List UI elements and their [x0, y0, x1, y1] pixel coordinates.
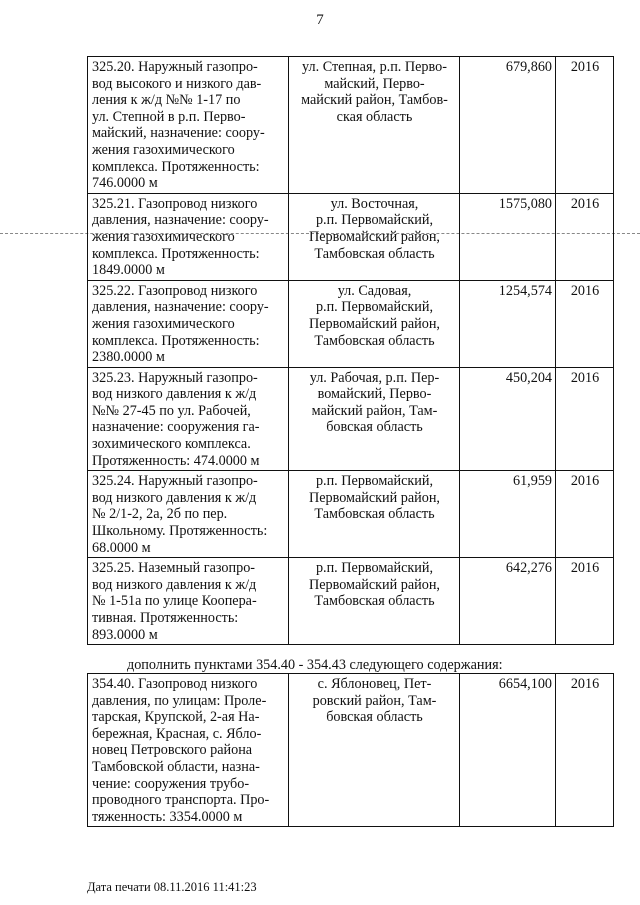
object-year: 2016	[556, 471, 614, 558]
description-line: назначение: сооружения га-	[92, 419, 260, 436]
location-line: Тамбовская область	[314, 593, 435, 610]
object-description	[88, 367, 289, 471]
description-line: 325.20. Наружный газопро-	[92, 59, 258, 75]
location-line: Первомайский район,	[309, 315, 440, 332]
description-line: 68.0000 м	[92, 539, 151, 556]
object-location	[289, 280, 460, 367]
location-line: майский район, Тамбов-	[301, 92, 448, 109]
description-line: ул. Степной в р.п. Перво-	[92, 108, 246, 125]
object-location	[289, 558, 460, 645]
location-line: бовская область	[326, 419, 423, 436]
location-line: р.п. Первомайский,	[315, 299, 434, 316]
location-line: Первомайский район,	[309, 576, 440, 593]
object-value: 642,276	[460, 558, 556, 645]
description-line: проводного транспорта. Про-	[92, 792, 270, 809]
property-table-body	[88, 57, 614, 645]
object-location	[289, 193, 460, 280]
object-description	[88, 280, 289, 367]
location-line: р.п. Первомайский,	[315, 473, 434, 490]
location-line: р.п. Первомайский,	[315, 212, 434, 229]
object-year: 2016	[556, 57, 614, 194]
description-line: майский, назначение: соору-	[92, 125, 265, 142]
object-location	[289, 367, 460, 471]
location-line: бовская область	[326, 709, 423, 726]
table-row	[88, 471, 614, 558]
location-line: майский, Перво-	[324, 75, 425, 92]
description-line: вод низкого давления к ж/д	[92, 489, 257, 506]
description-line: 746.0000 м	[92, 175, 158, 192]
description-line: комплекса. Протяженность:	[92, 158, 260, 175]
description-line: жения газохимического	[92, 228, 235, 245]
object-value: 6654,100	[460, 674, 556, 827]
description-line: 325.23. Наружный газопро-	[92, 369, 258, 386]
location-line: Тамбовская область	[314, 245, 435, 262]
description-line: зохимического комплекса.	[92, 436, 251, 453]
description-line: комплекса. Протяженность:	[92, 332, 260, 349]
page-number: 7	[316, 12, 324, 28]
location-line: Первомайский район,	[309, 489, 440, 506]
description-line: новец Петровского района	[92, 742, 253, 759]
table-row	[88, 674, 614, 827]
object-year: 2016	[556, 367, 614, 471]
location-line: с. Яблоновец, Пет-	[317, 676, 432, 692]
table-row	[88, 193, 614, 280]
description-line: чение: сооружения трубо-	[92, 775, 250, 792]
location-line: майский район, Там-	[311, 402, 438, 419]
description-line: Тамбовской области, назна-	[92, 758, 260, 775]
object-description	[88, 674, 289, 827]
description-line: 2380.0000 м	[92, 349, 165, 366]
description-line: 325.22. Газопровод низкого	[92, 282, 258, 299]
description-line: 354.40. Газопровод низкого	[92, 676, 258, 692]
description-line: 1849.0000 м	[92, 262, 165, 279]
object-location	[289, 674, 460, 827]
description-line: тяженность: 3354.0000 м	[92, 808, 243, 825]
object-description	[88, 57, 289, 194]
location-line: ул. Степная, р.п. Перво-	[302, 59, 447, 75]
description-line: 325.21. Газопровод низкого	[92, 195, 258, 212]
description-line: давления, по улицам: Проле-	[92, 692, 267, 709]
description-line: Протяженность: 474.0000 м	[92, 452, 260, 469]
object-value: 450,204	[460, 367, 556, 471]
property-table	[87, 56, 614, 645]
object-value: 1254,574	[460, 280, 556, 367]
object-description	[88, 471, 289, 558]
object-year: 2016	[556, 674, 614, 827]
location-line: ул. Восточная,	[330, 195, 419, 212]
location-line: Первомайский район,	[309, 228, 440, 245]
description-line: Школьному. Протяженность:	[92, 523, 268, 540]
object-value: 61,959	[460, 471, 556, 558]
description-line: вод высокого и низкого дав-	[92, 75, 262, 92]
object-description	[88, 193, 289, 280]
description-line: вод низкого давления к ж/д	[92, 386, 257, 403]
append-instruction: дополнить пунктами 354.40 - 354.43 следующего содержания:	[127, 657, 503, 673]
description-line: 893.0000 м	[92, 626, 158, 643]
description-line: № 1-51а по улице Коопера-	[92, 593, 257, 610]
object-location	[289, 471, 460, 558]
object-location	[289, 57, 460, 194]
description-line: ления к ж/д №№ 1-17 по	[92, 92, 241, 109]
property-table-appended-body	[88, 674, 614, 827]
description-line: №№ 27-45 по ул. Рабочей,	[92, 402, 251, 419]
description-line: давления, назначение: соору-	[92, 212, 269, 229]
description-line: вод низкого давления к ж/д	[92, 576, 257, 593]
table-row	[88, 367, 614, 471]
description-line: комплекса. Протяженность:	[92, 245, 260, 262]
location-line: ская область	[336, 108, 413, 125]
property-table-appended	[87, 673, 614, 827]
object-description	[88, 558, 289, 645]
location-line: ул. Рабочая, р.п. Пер-	[309, 369, 440, 386]
description-line: № 2/1-2, 2а, 2б по пер.	[92, 506, 228, 523]
table-row	[88, 558, 614, 645]
location-line: вомайский, Перво-	[317, 386, 432, 403]
description-line: 325.25. Наземный газопро-	[92, 560, 256, 577]
object-year: 2016	[556, 280, 614, 367]
object-value: 1575,080	[460, 193, 556, 280]
description-line: давления, назначение: соору-	[92, 299, 269, 316]
object-value: 679,860	[460, 57, 556, 194]
description-line: тивная. Протяженность:	[92, 610, 239, 626]
print-date-footer: Дата печати 08.11.2016 11:41:23	[87, 880, 257, 894]
location-line: ровский район, Там-	[312, 692, 437, 709]
description-line: жения газохимического	[92, 315, 235, 332]
description-line: тарская, Крупской, 2-ая На-	[92, 709, 260, 726]
description-line: 325.24. Наружный газопро-	[92, 473, 258, 490]
description-line: бережная, Красная, с. Ябло-	[92, 725, 262, 742]
location-line: Тамбовская область	[314, 332, 435, 349]
object-year: 2016	[556, 193, 614, 280]
location-line: Тамбовская область	[314, 506, 435, 523]
table-row	[88, 57, 614, 194]
object-year: 2016	[556, 558, 614, 645]
location-line: ул. Садовая,	[337, 282, 412, 299]
description-line: жения газохимического	[92, 141, 235, 158]
table-row	[88, 280, 614, 367]
location-line: р.п. Первомайский,	[315, 560, 434, 577]
